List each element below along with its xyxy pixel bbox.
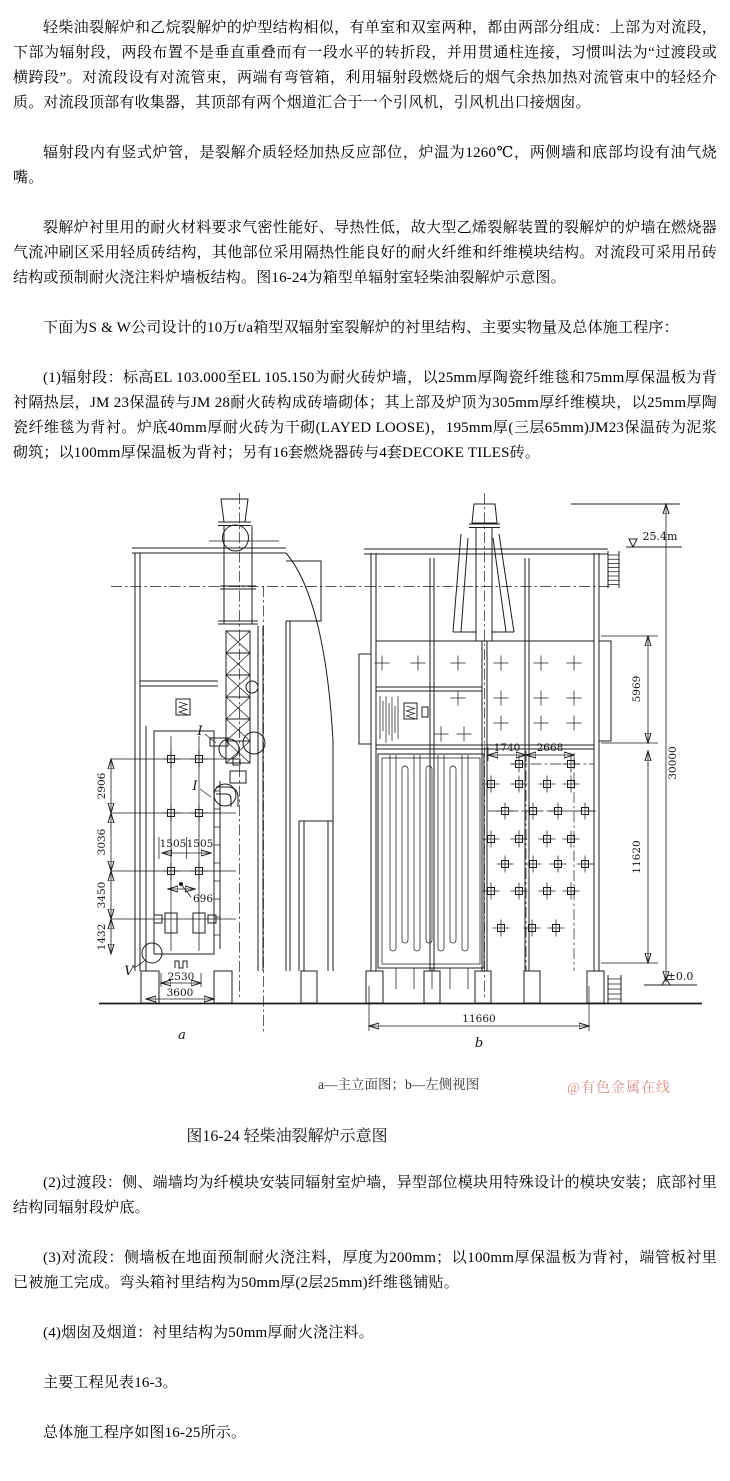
burner-grid-b — [483, 751, 597, 971]
dim-3600: 3600 — [166, 987, 194, 999]
figure-caption: a—主立面图；b—左侧视图 — [318, 1077, 480, 1092]
paragraph-4: 下面为S & W公司设计的10万t/a箱型双辐射室裂解炉的衬里结构、主要实物量及总体施工程序： — [43, 320, 679, 336]
dim-696: 696 — [193, 893, 214, 905]
dim-5969: 5969 — [631, 675, 643, 703]
dim-1432: 1432 — [96, 923, 108, 951]
paragraph-3: 裂解炉衬里用的耐火材料要求气密性能好、导热性低，故大型乙烯裂解装置的裂解炉的炉墙在燃烧器气流冲刷区采用轻质砖结构，其他部位采用隔热性能良好的耐火纤维和纤维模块结构。对流段可采用吊砖结构或预制耐火浇注料炉墙板结构。图16-24为箱型单辐射室轻柴油裂解炉示意图。 — [13, 220, 717, 286]
view-b-side-elevation — [359, 504, 697, 1051]
paragraph-7: (3)对流段：侧墙板在地面预制耐火浇注料，厚度为200mm；以100mm厚保温板为背衬，端管板衬里已被施工完成。弯头箱衬里结构为50mm厚(2层25mm)纤维毯铺贴。 — [13, 1250, 717, 1291]
post-figure-text — [13, 1171, 717, 1446]
section-mark-I-1: I — [197, 724, 203, 739]
furnace-technical-drawing — [96, 491, 708, 1051]
paragraph-5: (1)辐射段：标高EL 103.000至EL 105.150为耐火砖炉墙，以25mm厚陶瓷纤维毯和75mm厚保温板为背衬隔热层，JM 23保温砖与JM 28耐火砖构成砖墙砌体；其上部及炉顶为305mm厚纤维模块，以25mm厚陶瓷纤维毯为背衬。炉底40mm厚耐火砖为干砌(LAYED LOOSE)，195mm厚(三层65mm)JM23保温砖为泥浆砌筑；以100mm厚保温板为背衬；另有16套燃烧器砖与4套DECOKE TILES砖。 — [13, 370, 717, 461]
view-a-front-elevation — [96, 499, 333, 1043]
dim-11620: 11620 — [631, 840, 643, 874]
dim-3036: 3036 — [96, 828, 108, 856]
convection-tube-marks — [375, 656, 582, 742]
dim-1740: 1740 — [493, 742, 521, 754]
figure-caption-row — [13, 1071, 717, 1097]
dim-30000: 30000 — [667, 746, 679, 780]
radiant-coil-box — [378, 754, 484, 989]
dim-11660: 11660 — [462, 1013, 496, 1025]
dim-2530: 2530 — [167, 971, 195, 983]
dim-1505-left: 1505 — [159, 838, 187, 850]
convection-detail-box — [380, 696, 428, 743]
paragraph-9: 主要工程见表16-3。 — [43, 1375, 178, 1391]
dimensions-view-b — [369, 504, 697, 1031]
watermark: @有色金属在线 — [567, 1081, 671, 1096]
view-a-label: a — [178, 1028, 186, 1043]
paragraph-6: (2)过渡段：侧、端墙均为纤模块安装同辐射室炉墙，异型部位模块用特殊设计的模块安装；底部衬里结构同辐射段炉底。 — [13, 1175, 717, 1216]
paragraph-10: 总体施工程序如图16-25所示。 — [43, 1425, 247, 1441]
dim-2668: 2668 — [536, 742, 564, 754]
dim-2906: 2906 — [96, 772, 108, 800]
figure-title: 图16-24 轻柴油裂解炉示意图 — [186, 1128, 388, 1145]
paragraph-8: (4)烟囱及烟道：衬里结构为50mm厚耐火浇注料。 — [43, 1325, 374, 1341]
figure-16-24 — [13, 491, 717, 1146]
section-mark-I-2: I — [192, 779, 198, 794]
dim-zero-level: ±0.0 — [666, 970, 694, 983]
paragraph-2: 辐射段内有竖式炉管，是裂解介质轻烃加热反应部位，炉温为1260℃，两侧墙和底部均设有油气烧嘴。 — [13, 145, 717, 186]
detail-mark-V: V — [124, 964, 134, 979]
paragraph-1: 轻柴油裂解炉和乙烷裂解炉的炉型结构相似，有单室和双室两种，都由两部分组成：上部为对流段，下部为辐射段，两段布置不是垂直重叠而有一段水平的转折段，并用贯通柱连接，习惯叫法为“过渡段或横跨段”。对流段设有对流管束，两端有弯管箱，利用辐射段燃烧后的烟气余热加热对流管束中的轻烃介质。对流段顶部有收集器，其顶部有两个烟道汇合于一个引风机，引风机出口接烟囱。 — [13, 20, 717, 111]
dim-1505-right: 1505 — [186, 838, 214, 850]
dim-25-4m: 25.4m — [642, 530, 678, 543]
view-b-label: b — [474, 1036, 484, 1051]
dim-3450: 3450 — [96, 881, 108, 909]
